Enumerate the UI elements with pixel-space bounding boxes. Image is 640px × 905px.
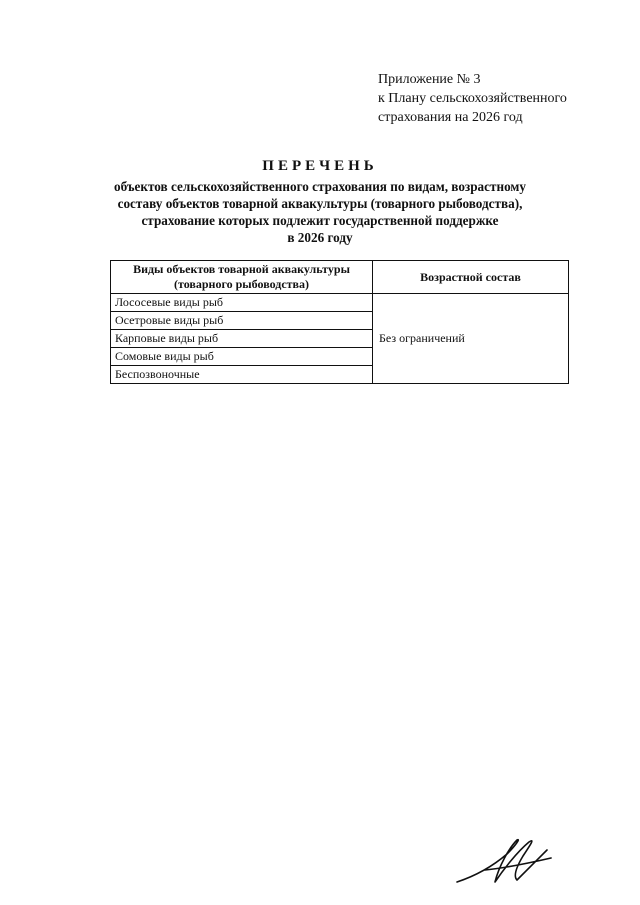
document-title: ПЕРЕЧЕНЬ	[262, 158, 378, 174]
heading-line-2: составу объектов товарной аквакультуры (товарного рыбоводства),	[117, 196, 523, 211]
age-cell: Без ограничений	[373, 294, 569, 384]
heading-line-4: в 2026 году	[287, 230, 353, 245]
header-species-line-1: Виды объектов товарной аквакультуры	[133, 262, 350, 276]
appendix-note	[378, 70, 618, 127]
appendix-line-2: к Плану сельскохозяйственного	[378, 91, 567, 106]
species-cell: Беспозвоночные	[111, 366, 373, 384]
document-heading	[70, 156, 570, 246]
aquaculture-table	[110, 260, 569, 384]
heading-line-3: страхование которых подлежит государственной поддержке	[141, 213, 499, 228]
appendix-line-3: страхования на 2026 год	[378, 110, 523, 125]
header-species	[111, 261, 373, 294]
header-species-line-2: (товарного рыбоводства)	[173, 277, 310, 291]
appendix-line-1: Приложение № 3	[378, 72, 481, 87]
signature	[455, 830, 555, 890]
table-header-row	[111, 261, 569, 294]
species-cell: Сомовые виды рыб	[111, 348, 373, 366]
heading-line-1: объектов сельскохозяйственного страхования по видам, возрастному	[113, 179, 526, 194]
species-cell: Карповые виды рыб	[111, 330, 373, 348]
table-row	[111, 294, 569, 312]
species-cell: Лососевые виды рыб	[111, 294, 373, 312]
header-age: Возрастной состав	[373, 261, 569, 294]
species-cell: Осетровые виды рыб	[111, 312, 373, 330]
